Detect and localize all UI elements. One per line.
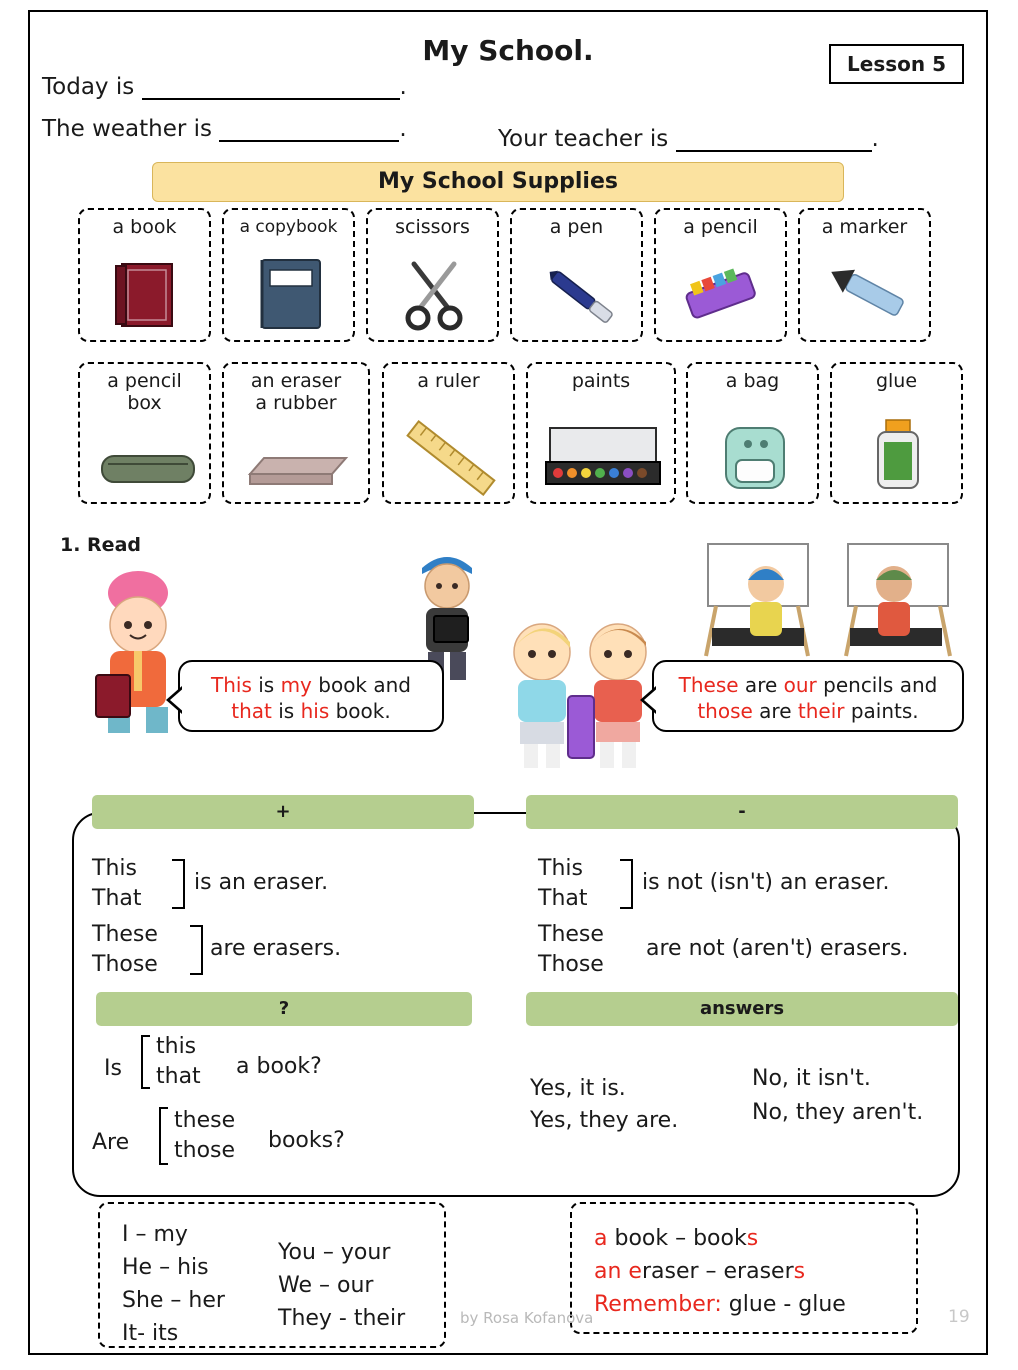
speech-bubble-right bbox=[652, 660, 964, 732]
bag-icon bbox=[688, 418, 817, 496]
task-1-label: 1. Read bbox=[60, 534, 141, 556]
supply-card-bag[interactable] bbox=[686, 362, 819, 504]
supply-card-scissors[interactable] bbox=[366, 208, 499, 342]
supply-label-copybook: a copybook bbox=[239, 217, 338, 237]
pill-answers: answers bbox=[526, 992, 958, 1026]
plural-book: a book – books bbox=[594, 1226, 759, 1251]
supply-label-bag: a bag bbox=[725, 370, 780, 392]
pill-question: ? bbox=[96, 992, 472, 1026]
bubble-tail-fill-icon bbox=[644, 686, 660, 714]
supply-label-pencil-box: a pencil box bbox=[107, 370, 182, 414]
grammar-neg-subjects-1: This That bbox=[538, 856, 588, 911]
pronoun-he: He – his bbox=[122, 1255, 209, 1280]
page-number: 19 bbox=[948, 1307, 970, 1327]
supply-label-eraser: an eraser a rubber bbox=[250, 370, 342, 414]
pronoun-i: I – my bbox=[122, 1222, 188, 1247]
supply-label-book: a book bbox=[112, 216, 177, 238]
fill-in-weather-label: The weather is bbox=[42, 116, 213, 142]
pronouns-left-list bbox=[122, 1218, 225, 1350]
grammar-answer-3: Yes, they are. bbox=[530, 1108, 679, 1133]
speech-bubble-right-line1: These are our pencils and bbox=[678, 673, 938, 697]
brace-icon bbox=[170, 858, 188, 910]
grammar-neg-predicate-1: is not (isn't) an eraser. bbox=[642, 870, 890, 895]
brace-icon bbox=[188, 924, 206, 976]
supply-card-eraser[interactable] bbox=[222, 362, 370, 504]
marker-icon bbox=[800, 256, 929, 334]
grammar-q-tail-1: a book? bbox=[236, 1054, 322, 1079]
character-two-boys-painting bbox=[698, 536, 968, 680]
supply-card-pen[interactable] bbox=[510, 208, 643, 342]
supply-label-glue: glue bbox=[875, 370, 918, 392]
brace-icon bbox=[618, 858, 636, 910]
eraser-icon bbox=[224, 418, 368, 496]
fill-in-weather-blank[interactable] bbox=[219, 120, 399, 142]
pronoun-it: It- its bbox=[122, 1321, 179, 1346]
pronoun-she: She – her bbox=[122, 1288, 225, 1313]
lesson-badge: Lesson 5 bbox=[829, 44, 964, 84]
supply-card-book[interactable] bbox=[78, 208, 211, 342]
grammar-pos-subjects-1: This That bbox=[92, 856, 142, 911]
scissors-icon bbox=[368, 256, 497, 334]
speech-bubble-right-line2: those are their paints. bbox=[697, 699, 919, 723]
supply-card-glue[interactable] bbox=[830, 362, 963, 504]
grammar-answer-4: No, they aren't. bbox=[752, 1100, 924, 1125]
fill-in-weather-suffix: . bbox=[399, 116, 407, 142]
pronouns-right-list bbox=[278, 1236, 405, 1335]
supply-label-pencil: a pencil bbox=[683, 216, 758, 238]
grammar-q-aux-2: Are bbox=[92, 1130, 130, 1155]
grammar-answer-1: Yes, it is. bbox=[530, 1076, 626, 1101]
speech-bubble-left-line2: that is his book. bbox=[231, 699, 391, 723]
pronouns-box bbox=[98, 1202, 446, 1348]
pill-negative: - bbox=[526, 795, 958, 829]
glue-icon bbox=[832, 418, 961, 496]
grammar-q-aux-1: Is bbox=[104, 1056, 122, 1081]
grammar-q-tail-2: books? bbox=[268, 1128, 345, 1153]
book-icon bbox=[80, 256, 209, 334]
pronoun-they: They - their bbox=[278, 1306, 406, 1331]
fill-in-teacher-blank[interactable] bbox=[676, 130, 872, 152]
grammar-answer-2: No, it isn't. bbox=[752, 1066, 871, 1091]
pen-icon bbox=[512, 256, 641, 334]
fill-in-weather bbox=[42, 116, 407, 142]
pronoun-you: You – your bbox=[278, 1240, 391, 1265]
fill-in-teacher-label: Your teacher is bbox=[498, 126, 669, 152]
fill-in-teacher-suffix: . bbox=[871, 126, 879, 152]
grammar-pos-subjects-2: These Those bbox=[92, 922, 158, 977]
grammar-neg-subjects-2: These Those bbox=[538, 922, 604, 977]
grammar-pos-predicate-2: are erasers. bbox=[210, 936, 342, 961]
pencil-box-icon bbox=[80, 418, 209, 496]
speech-bubble-left bbox=[178, 660, 444, 732]
fill-in-today bbox=[42, 74, 407, 100]
supply-label-pen: a pen bbox=[549, 216, 604, 238]
supply-label-scissors: scissors bbox=[395, 216, 470, 238]
supply-label-marker: a marker bbox=[821, 216, 908, 238]
brace-icon bbox=[152, 1106, 170, 1166]
worksheet-page bbox=[28, 10, 988, 1355]
remember-note: Remember: glue - glue bbox=[594, 1292, 846, 1317]
bubble-tail-fill-icon bbox=[170, 686, 186, 714]
grammar-pos-predicate-1: is an eraser. bbox=[194, 870, 329, 895]
supply-card-pencil-box[interactable] bbox=[78, 362, 211, 504]
grammar-q-subjects-1: this that bbox=[156, 1034, 201, 1089]
fill-in-teacher bbox=[498, 126, 879, 152]
ruler-icon bbox=[384, 418, 513, 496]
supply-card-paints[interactable] bbox=[526, 362, 676, 504]
supplies-banner: My School Supplies bbox=[152, 162, 844, 202]
plurals-list bbox=[594, 1222, 846, 1321]
paints-icon bbox=[528, 418, 674, 496]
supply-card-copybook[interactable] bbox=[222, 208, 355, 342]
supply-label-paints: paints bbox=[571, 370, 631, 392]
fill-in-today-label: Today is bbox=[42, 74, 135, 100]
speech-bubble-left-line1: This is my book and bbox=[211, 673, 411, 697]
plural-eraser: an eraser – erasers bbox=[594, 1259, 806, 1284]
supply-card-ruler[interactable] bbox=[382, 362, 515, 504]
grammar-q-subjects-2: these those bbox=[174, 1108, 236, 1163]
copybook-icon bbox=[224, 256, 353, 334]
fill-in-today-suffix: . bbox=[399, 74, 407, 100]
grammar-neg-predicate-2: are not (aren't) erasers. bbox=[646, 936, 909, 961]
pronoun-we: We – our bbox=[278, 1273, 374, 1298]
pill-positive: + bbox=[92, 795, 474, 829]
supply-card-marker[interactable] bbox=[798, 208, 931, 342]
pencil-icon bbox=[656, 256, 785, 334]
plurals-box bbox=[570, 1202, 918, 1334]
brace-icon bbox=[134, 1034, 152, 1090]
page-title: My School. bbox=[422, 34, 594, 67]
supply-card-pencil[interactable] bbox=[654, 208, 787, 342]
supply-label-ruler: a ruler bbox=[417, 370, 480, 392]
fill-in-today-blank[interactable] bbox=[142, 78, 400, 100]
credit-text: by Rosa Kofanova bbox=[460, 1309, 594, 1327]
